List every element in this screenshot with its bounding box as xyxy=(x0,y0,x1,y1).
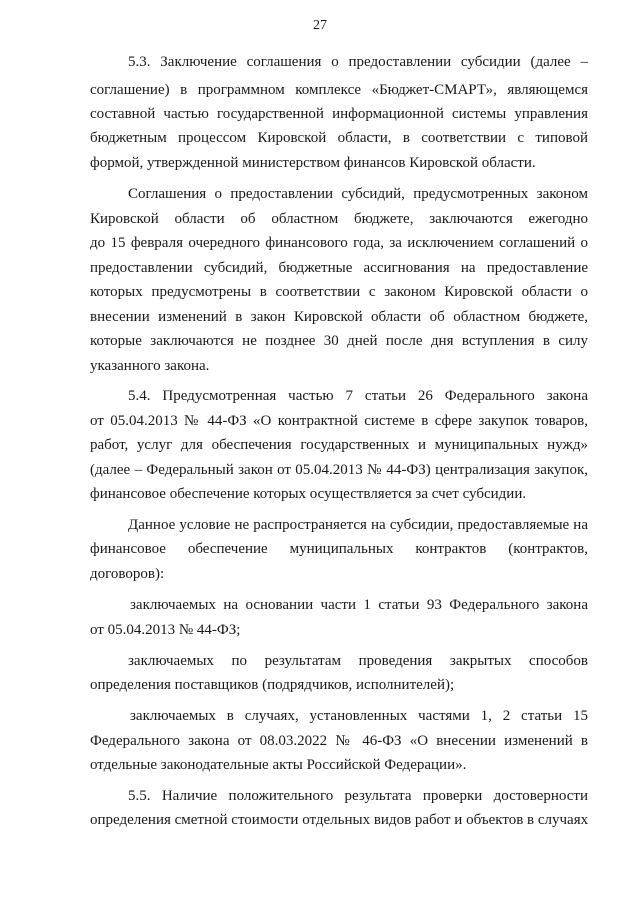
text-line: внесении изменений в закон Кировской области об областном бюджете, xyxy=(90,309,588,325)
text-line: 5.4. Предусмотренная частью 7 статьи 26 Федерального закона xyxy=(128,388,588,404)
text-line: которые заключаются не позднее 30 дней после дня вступления в силу xyxy=(90,333,588,349)
text-line: 5.3. Заключение соглашения о предоставлении субсидии (далее – xyxy=(128,54,588,70)
text-line: определения сметной стоимости отдельных видов работ и объектов в случаях xyxy=(90,812,589,828)
text-line: Данное условие не распространяется на субсидии, предоставляемые на xyxy=(128,517,588,533)
text-line: определения поставщиков (подрядчиков, исполнителей); xyxy=(90,677,455,693)
text-line: работ, услуг для обеспечения государственных и муниципальных нужд» xyxy=(90,437,588,453)
text-line: заключаемых в случаях, установленных частями 1, 2 статьи 15 xyxy=(130,708,588,724)
text-line: финансовое обеспечение муниципальных контрактов (контрактов, xyxy=(90,541,588,557)
text-line: соглашение) в программном комплексе «Бюджет-СМАРТ», являющемся xyxy=(90,82,588,98)
text-line: отдельные законодательные акты Российской Федерации». xyxy=(90,757,467,773)
text-line: финансовое обеспечение которых осуществляется за счет субсидии. xyxy=(90,486,527,502)
text-line: от 05.04.2013 № 44-ФЗ «О контрактной системе в сфере закупок товаров, xyxy=(90,413,588,429)
text-line: Федерального закона от 08.03.2022 № 46-ФЗ «О внесении изменений в xyxy=(90,733,588,749)
text-line: от 05.04.2013 № 44-ФЗ; xyxy=(90,622,241,638)
text-line: договоров): xyxy=(90,566,165,582)
text-line: формой, утвержденной министерством финансов Кировской области. xyxy=(90,155,536,171)
text-line: которых предусмотрены в соответствии с законом Кировской области о xyxy=(90,284,588,300)
page-number: 27 xyxy=(313,18,327,33)
text-line: бюджетным процессом Кировской области, в соответствии с типовой xyxy=(90,130,588,146)
text-line: составной частью государственной информационной системы управления xyxy=(90,106,588,122)
text-line: заключаемых на основании части 1 статьи 93 Федерального закона xyxy=(130,597,588,613)
text-line: 5.5. Наличие положительного результата проверки достоверности xyxy=(128,788,588,804)
text-line: до 15 февраля очередного финансового года, за исключением соглашений о xyxy=(90,235,588,251)
text-line: Кировской области об областном бюджете, заключаются ежегодно xyxy=(90,211,588,227)
text-line: предоставлении субсидий, бюджетные ассигнования на предоставление xyxy=(90,260,588,276)
text-line: указанного закона. xyxy=(90,358,210,374)
text-line: Соглашения о предоставлении субсидий, предусмотренных законом xyxy=(128,186,588,202)
text-line: заключаемых по результатам проведения закрытых способов xyxy=(128,653,588,669)
text-line: (далее – Федеральный закон от 05.04.2013 № 44-ФЗ) централизация закупок, xyxy=(90,462,588,478)
